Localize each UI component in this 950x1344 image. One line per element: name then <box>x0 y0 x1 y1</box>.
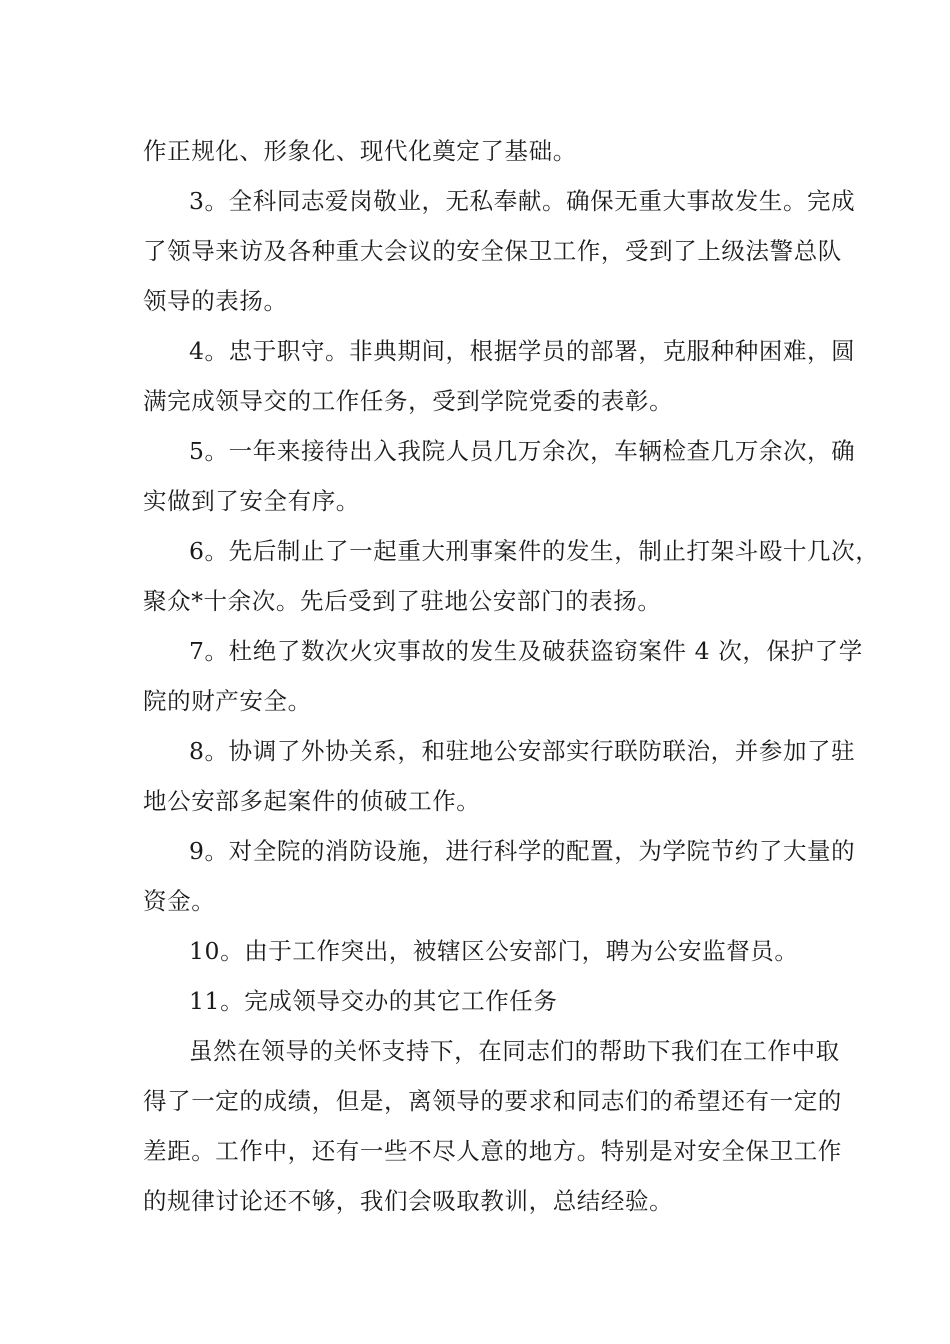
text-line: 院的财产安全。 <box>143 687 312 715</box>
text-line: 3。全科同志爱岗敬业，无私奉献。确保无重大事故发生。完成 <box>189 187 856 215</box>
text-line: 11。完成领导交办的其它工作任务 <box>189 987 558 1015</box>
text-line: 了领导来访及各种重大会议的安全保卫工作，受到了上级法警总队 <box>143 237 842 265</box>
text-line: 4。忠于职守。非典期间，根据学员的部署，克服种种困难，圆 <box>189 337 856 365</box>
text-line: 差距。工作中，还有一些不尽人意的地方。特别是对安全保卫工作 <box>143 1137 842 1165</box>
text-line: 满完成领导交的工作任务，受到学院党委的表彰。 <box>143 387 674 415</box>
text-line: 作正规化、形象化、现代化奠定了基础。 <box>143 137 577 165</box>
text-line: 聚众*十余次。先后受到了驻地公安部门的表扬。 <box>143 587 662 615</box>
text-line: 8。协调了外协关系，和驻地公安部实行联防联治，并参加了驻 <box>189 737 856 765</box>
text-line: 的规律讨论还不够，我们会吸取教训，总结经验。 <box>143 1187 674 1215</box>
text-line: 10。由于工作突出，被辖区公安部门，聘为公安监督员。 <box>189 937 799 965</box>
text-line: 资金。 <box>143 887 216 915</box>
text-line: 地公安部多起案件的侦破工作。 <box>143 787 481 815</box>
text-line: 6。先后制止了一起重大刑事案件的发生，制止打架斗殴十几次， <box>189 537 880 565</box>
text-line: 虽然在领导的关怀支持下，在同志们的帮助下我们在工作中取 <box>189 1037 840 1065</box>
text-line: 7。杜绝了数次火灾事故的发生及破获盗窃案件 4 次，保护了学 <box>189 637 863 665</box>
text-line: 5。一年来接待出入我院人员几万余次，车辆检查几万余次，确 <box>189 437 856 465</box>
text-line: 9。对全院的消防设施，进行科学的配置，为学院节约了大量的 <box>189 837 856 865</box>
text-line: 得了一定的成绩，但是，离领导的要求和同志们的希望还有一定的 <box>143 1087 842 1115</box>
text-line: 实做到了安全有序。 <box>143 487 360 515</box>
text-line: 领导的表扬。 <box>143 287 288 315</box>
